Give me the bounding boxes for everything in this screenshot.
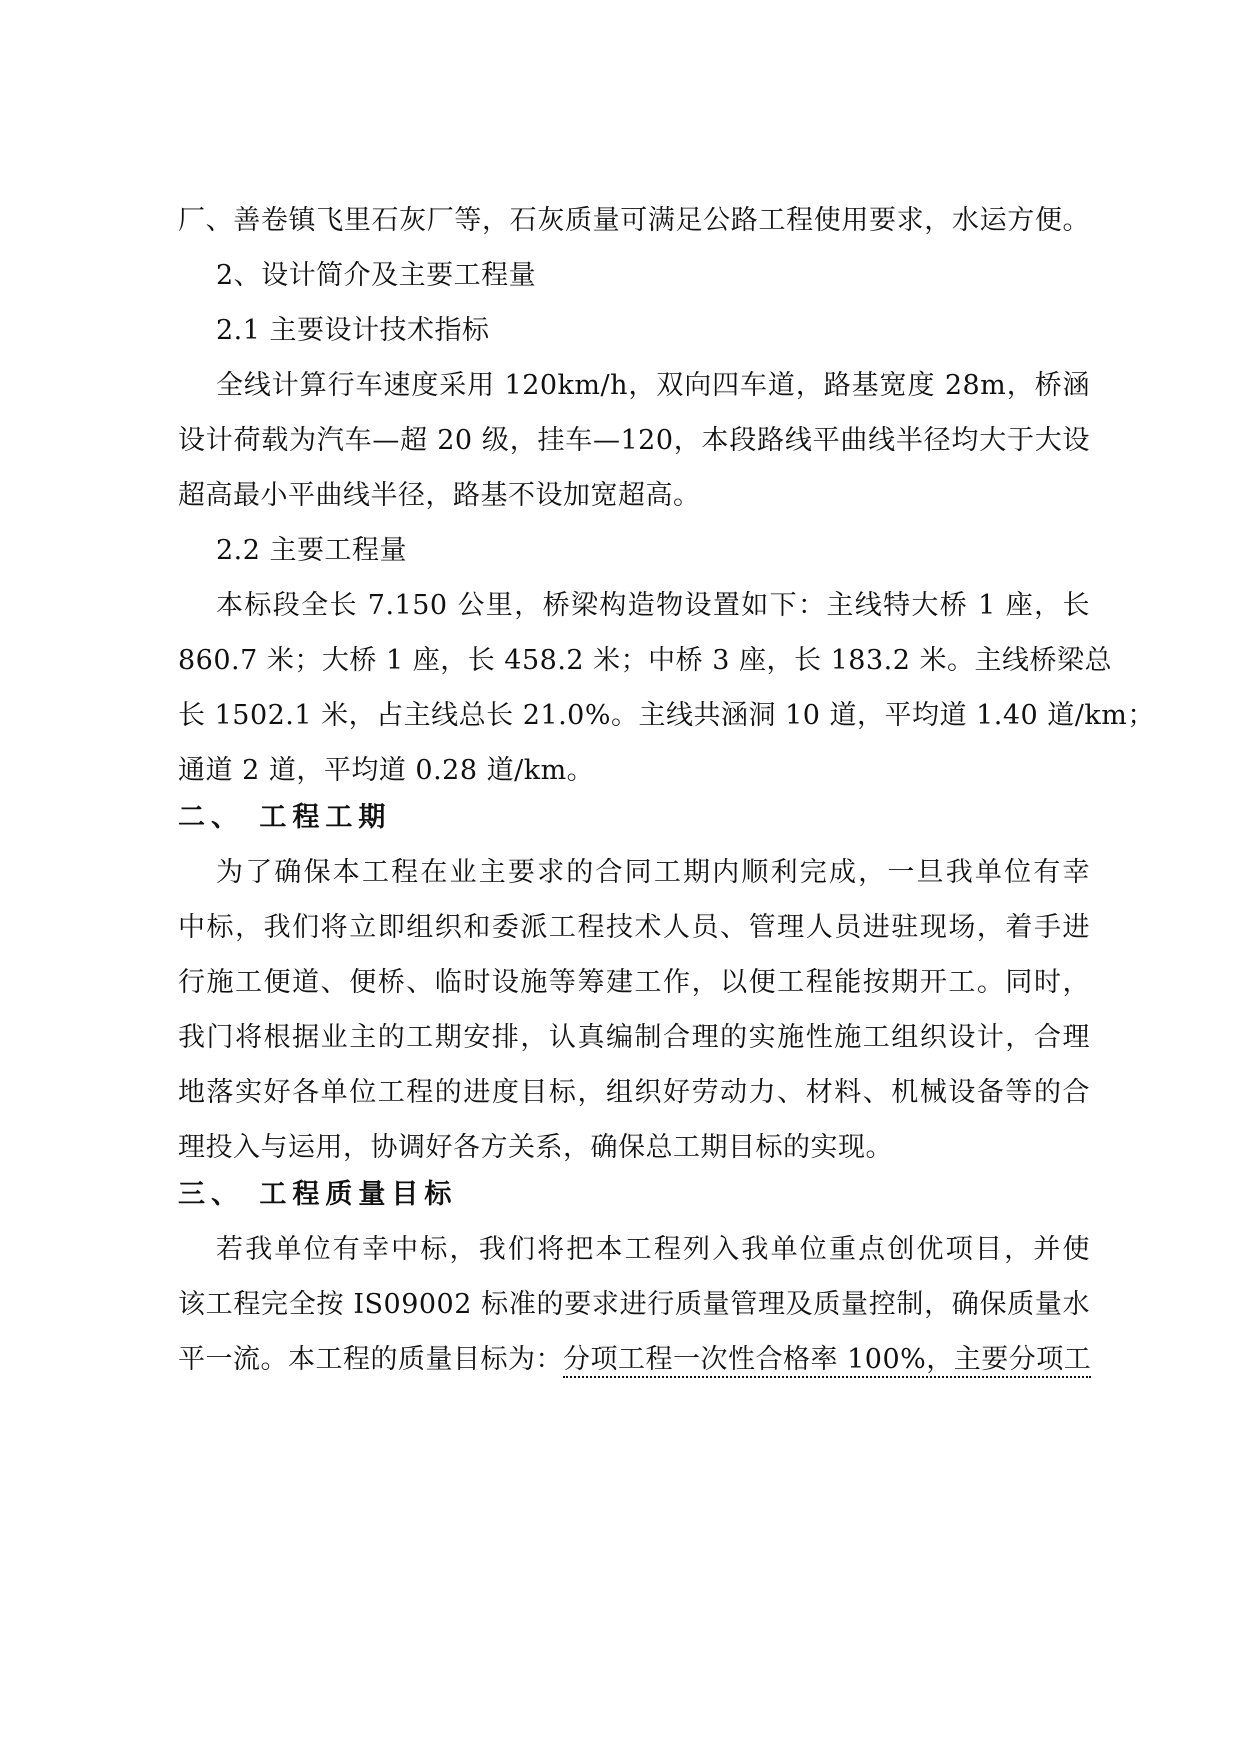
paragraph-text: 平一流。本工程的质量目标为：	[178, 1344, 563, 1375]
paragraph-line: 中标，我们将立即组织和委派工程技术人员、管理人员进驻现场，着手进	[178, 912, 1090, 943]
section-heading: 三、 工程质量目标	[178, 1179, 458, 1210]
section-subheading: 2.2 主要工程量	[216, 535, 408, 566]
paragraph-line: 通道 2 道，平均道 0.28 道/km。	[178, 755, 595, 786]
paragraph-line: 理投入与运用，协调好各方关系，确保总工期目标的实现。	[178, 1132, 893, 1163]
paragraph-line: 我门将根据业主的工期安排，认真编制合理的实施性施工组织设计，合理	[178, 1022, 1090, 1053]
section-subheading: 2.1 主要设计技术指标	[216, 315, 490, 346]
underlined-quality-target: 分项工程一次性合格率 100%，主要分项工	[563, 1344, 1091, 1378]
paragraph-line: 厂、善卷镇飞里石灰厂等，石灰质量可满足公路工程使用要求，水运方便。	[178, 205, 1090, 236]
paragraph-line: 若我单位有幸中标，我们将把本工程列入我单位重点创优项目，并使	[216, 1234, 1090, 1265]
paragraph-line: 全线计算行车速度采用 120km/h，双向四车道，路基宽度 28m，桥涵	[216, 370, 1090, 401]
paragraph-line: 本标段全长 7.150 公里，桥梁构造物设置如下：主线特大桥 1 座，长	[216, 590, 1090, 621]
paragraph-line: 超高最小平曲线半径，路基不设加宽超高。	[178, 480, 701, 511]
paragraph-line: 行施工便道、便桥、临时设施等筹建工作，以便工程能按期开工。同时，	[178, 967, 1090, 998]
paragraph-line	[178, 1343, 1091, 1377]
paragraph-line: 该工程完全按 IS09002 标准的要求进行质量管理及质量控制，确保质量水	[178, 1289, 1090, 1320]
section-subheading: 2、设计简介及主要工程量	[216, 260, 537, 291]
section-heading: 二、 工程工期	[178, 802, 392, 833]
paragraph-line: 860.7 米；大桥 1 座，长 458.2 米；中桥 3 座，长 183.2 米。主线桥梁总	[178, 645, 1112, 676]
paragraph-line: 长 1502.1 米，占主线总长 21.0%。主线共涵洞 10 道，平均道 1.40 道/km；	[178, 700, 1155, 731]
paragraph-line: 设计荷载为汽车—超 20 级，挂车—120，本段路线平曲线半径均大于大设	[178, 425, 1090, 456]
paragraph-line: 为了确保本工程在业主要求的合同工期内顺利完成，一旦我单位有幸	[216, 857, 1090, 888]
paragraph-line: 地落实好各单位工程的进度目标，组织好劳动力、材料、机械设备等的合	[178, 1077, 1090, 1108]
